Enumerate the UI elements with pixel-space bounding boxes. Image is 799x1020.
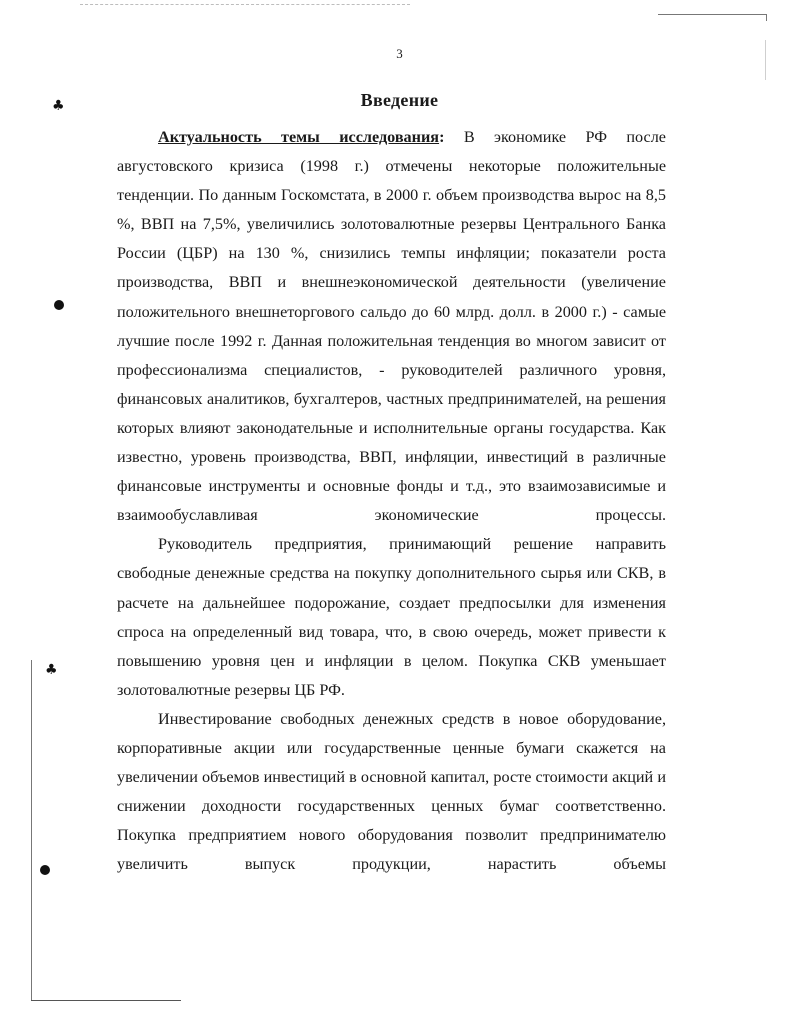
section-heading: Введение (360, 90, 439, 110)
scan-edge-top-right (658, 14, 767, 21)
scan-edge-top (80, 4, 410, 5)
document-body (117, 123, 666, 879)
paragraph-2: Руководитель предприятия, принимающий решение направить свободные денежные средства на покупку дополнительного сырья или СКВ, в расчете на дальнейшее подорожание, создает предпосылки для изменения спроса на определенный вид товара, что, в свою очередь, может привести к повышению уровня цен и инфляции в целом. Покупка СКВ уменьшает золотовалютные резервы ЦБ РФ. (117, 535, 666, 699)
scan-mark-icon: ♣ (45, 662, 58, 678)
scan-mark-icon: ♣ (52, 98, 65, 114)
page-number: 3 (396, 46, 403, 61)
punch-hole-icon (54, 300, 64, 310)
punch-hole-icon (40, 865, 50, 875)
topic-relevance-label: Актуальность темы исследования (158, 128, 440, 146)
paragraph-1-text: В экономике РФ после августовского кризиса (1998 г.) отмечены некоторые положительные тенденции. По данным Госкомстата, в 2000 г. объем производства вырос на 8,5 %, ВВП на 7,5%, увеличились золотовалютные резервы Центрального Банка России (ЦБР) на 130 %, снизились темпы инфляции; показатели роста производства, ВВП и внешнеэкономической деятельности (увеличение положительного внешнеторгового сальдо до 60 млрд. долл. в 2000 г.) - самые лучшие после 1992 г. Данная положительная тенденция во многом зависит от профессионализма специалистов, - руководителей различного уровня, финансовых аналитиков, бухгалтеров, частных предпринимателей, на решения которых влияют законодательные и исполнительные органы государства. Как известно, уровень производства, ВВП, инфляции, инвестиций в различные финансовые инструменты и основные фонды и т.д., это взаимозависимые и взаимообуславливая экономические процессы. (117, 128, 666, 525)
paragraph-3: Инвестирование свободных денежных средств в новое оборудование, корпоративные акции или государственные ценные бумаги скажется на увеличении объемов инвестиций в основной капитал, росте стоимости акций и снижении доходности государственных ценных бумаг соответственно. Покупка предприятием нового оборудования позволит предпринимателю увеличить выпуск продукции, нарастить объемы (117, 709, 666, 874)
paragraph-1 (117, 123, 666, 530)
scan-edge-bottom (31, 1000, 181, 1001)
topic-relevance-colon: : (439, 128, 445, 146)
scan-edge-left (31, 660, 32, 1000)
